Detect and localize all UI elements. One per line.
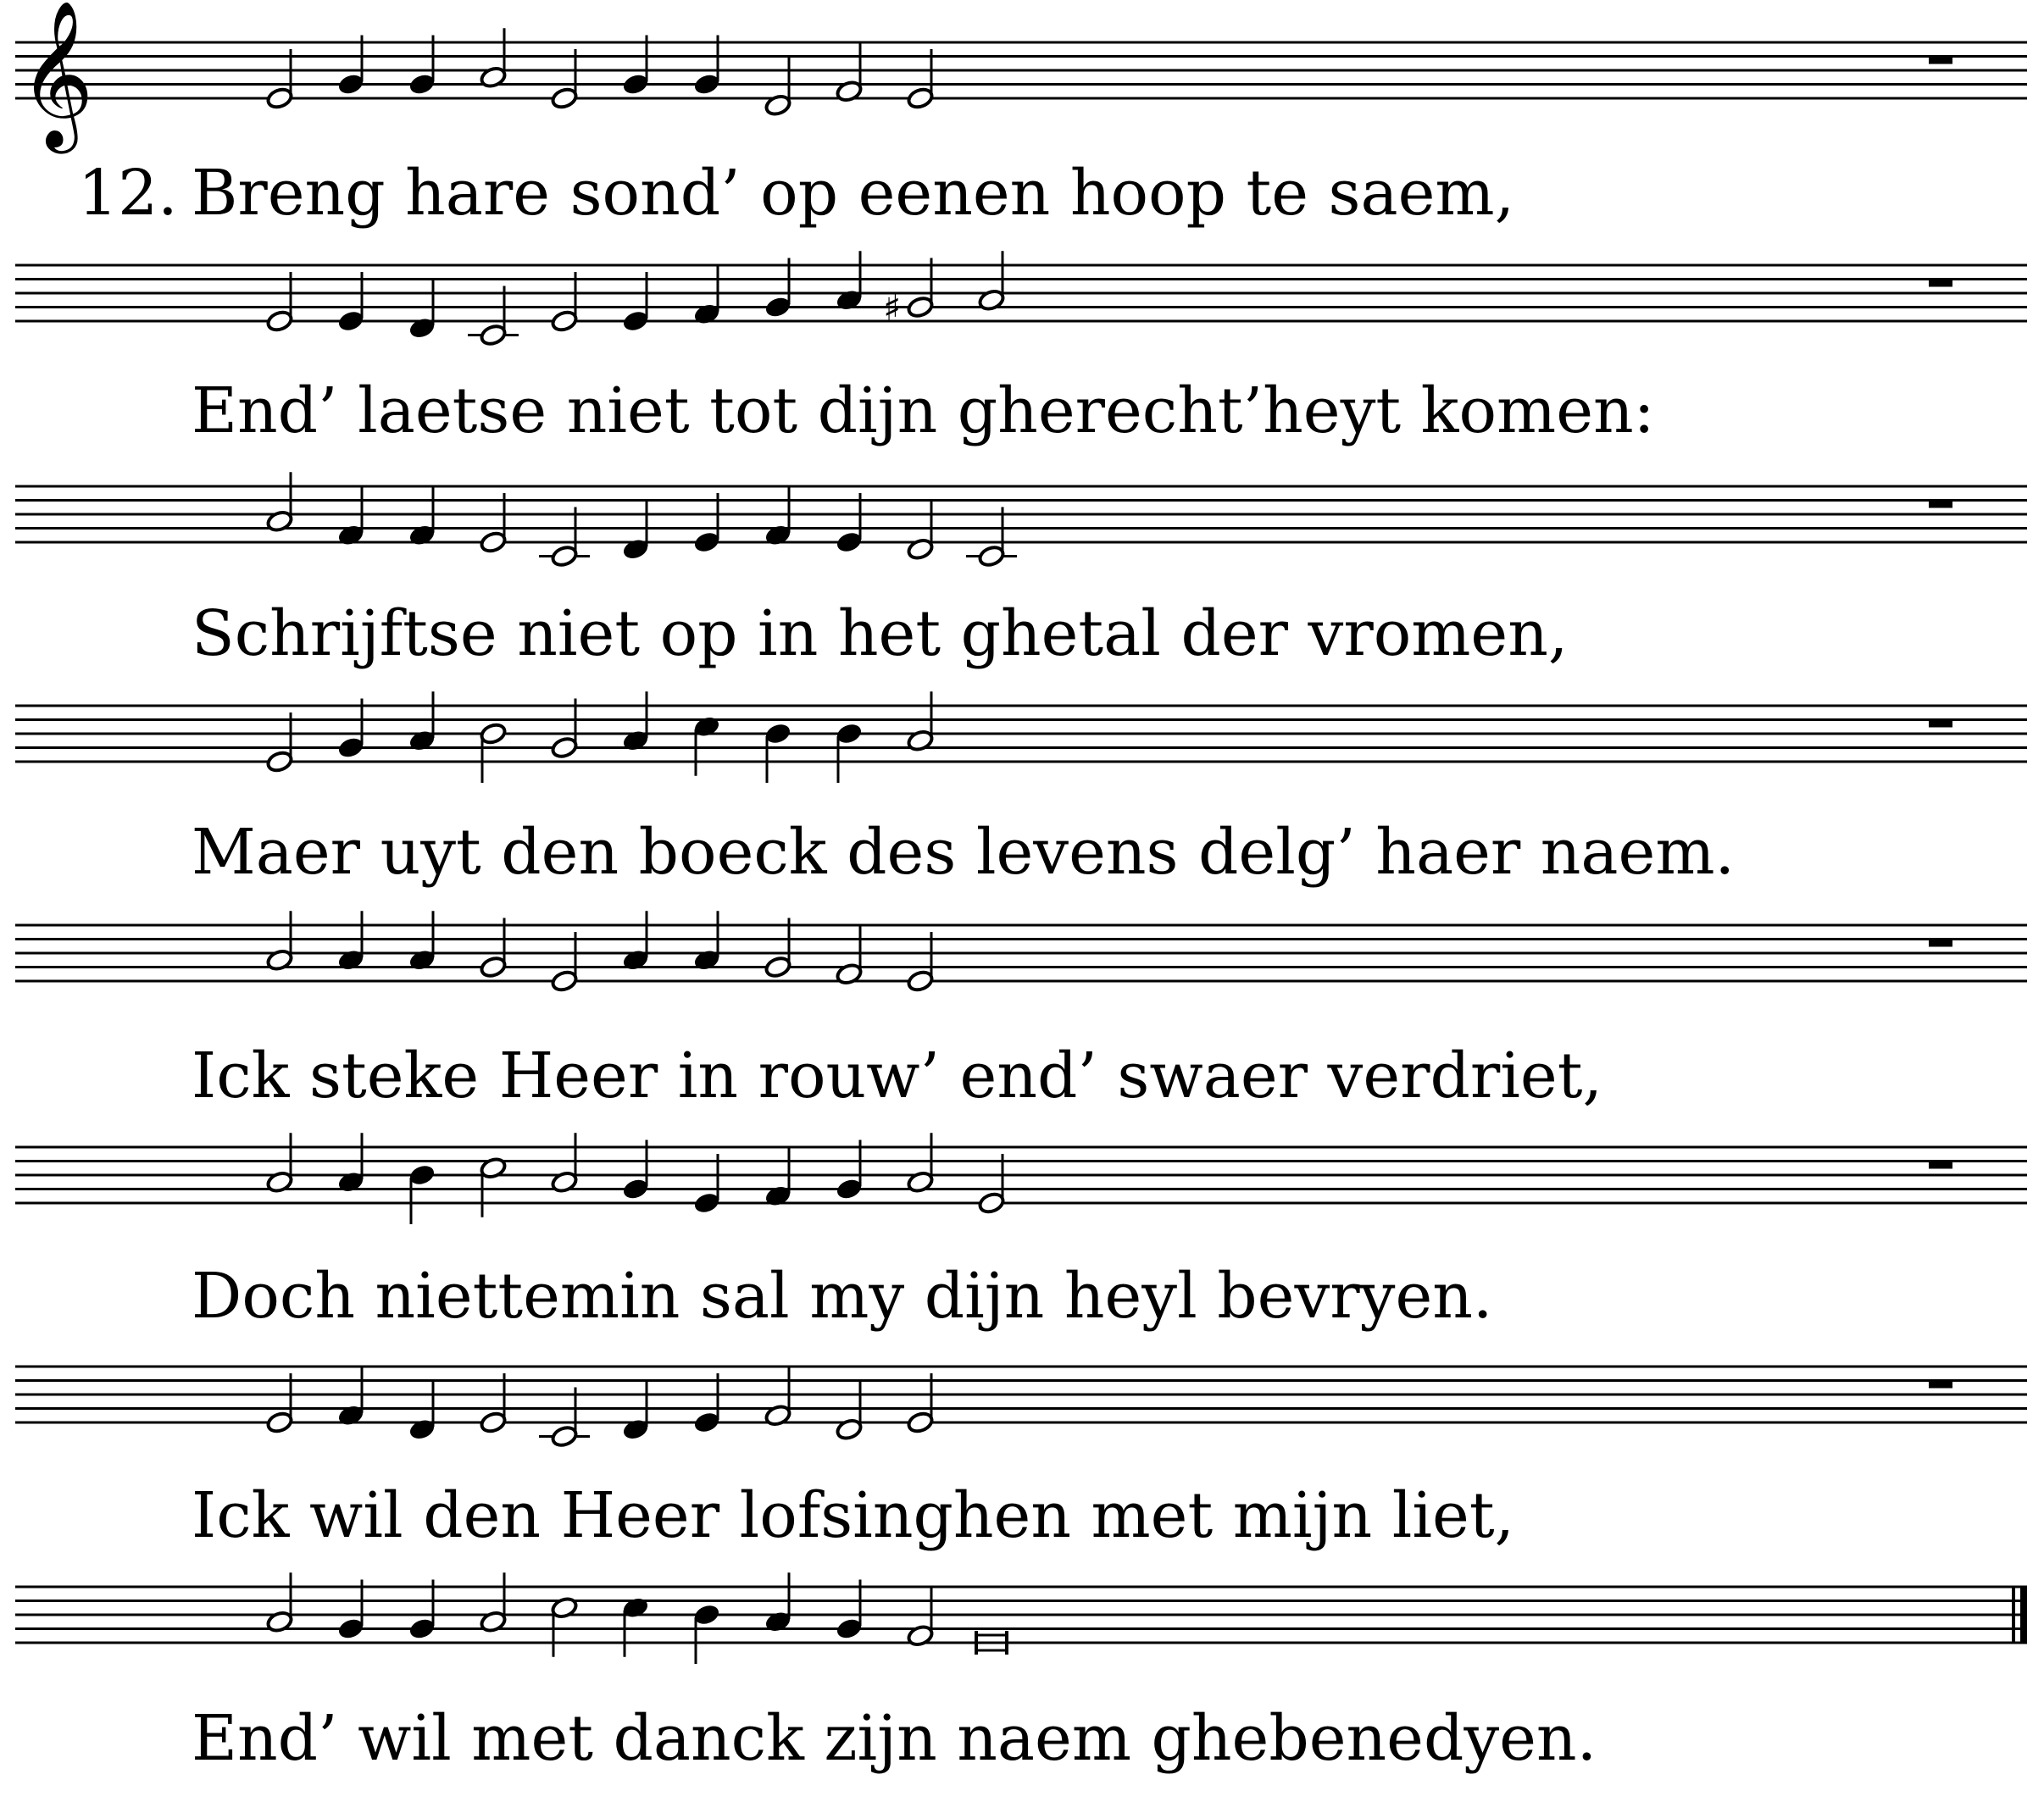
note (835, 251, 863, 312)
note (550, 49, 578, 110)
note (764, 258, 791, 319)
note (336, 1133, 364, 1194)
note (265, 1572, 293, 1633)
note (835, 1380, 863, 1441)
note (621, 1140, 649, 1201)
note (692, 715, 720, 776)
note (621, 911, 649, 972)
note (692, 265, 720, 326)
note (692, 493, 720, 554)
note (265, 472, 293, 533)
note (550, 1133, 578, 1194)
rest-icon (1929, 720, 1952, 728)
note (835, 493, 863, 554)
note (906, 1587, 934, 1648)
rest-icon (1929, 501, 1952, 508)
lyric-line: Maer uyt den boeck des levens delg’ haer naem. (192, 816, 1736, 889)
note (479, 1373, 507, 1434)
rest-icon (1929, 57, 1952, 64)
note (550, 1596, 578, 1657)
staff-system (15, 472, 2027, 670)
lyric-line: Breng hare sond’ op eenen hoop te saem, (192, 157, 1515, 230)
note (336, 1580, 364, 1641)
note (550, 699, 578, 760)
note (835, 1140, 863, 1201)
staff-system (15, 251, 2027, 447)
note (621, 1596, 649, 1657)
note (764, 486, 791, 547)
note (764, 722, 791, 783)
note (621, 500, 649, 561)
note (539, 507, 590, 568)
note (408, 486, 436, 547)
note (468, 286, 519, 347)
staff-system (15, 691, 2027, 889)
staff-system (15, 911, 2027, 1112)
note (764, 56, 791, 117)
note (265, 272, 293, 333)
note (408, 36, 436, 97)
note (692, 1154, 720, 1215)
note (408, 911, 436, 972)
lyric-line: End’ wil met danck zijn naem ghebenedyen. (192, 1702, 1597, 1775)
note (408, 1163, 436, 1224)
note (408, 1580, 436, 1641)
note (408, 279, 436, 340)
note (692, 1373, 720, 1434)
note (336, 36, 364, 97)
lyric-line: Schrijftse niet op in het ghetal der vromen, (192, 597, 1569, 670)
note (336, 911, 364, 972)
note (265, 49, 293, 110)
note (336, 486, 364, 547)
note (550, 932, 578, 993)
note (550, 272, 578, 333)
note (539, 1388, 590, 1449)
note (764, 1367, 791, 1428)
note (265, 712, 293, 773)
treble-clef-icon: 𝄞 (19, 0, 94, 147)
rest-icon (1929, 1381, 1952, 1389)
note (265, 1373, 293, 1434)
note (621, 36, 649, 97)
note (479, 493, 507, 554)
staff-system (15, 1133, 2027, 1333)
note (479, 722, 507, 783)
note (692, 36, 720, 97)
note (479, 1572, 507, 1633)
note (835, 42, 863, 103)
note (764, 1572, 791, 1633)
note (621, 1380, 649, 1441)
note (336, 699, 364, 760)
note (479, 1156, 507, 1217)
note (692, 911, 720, 972)
staff-system (15, 0, 2027, 230)
note (621, 272, 649, 333)
note (336, 1367, 364, 1428)
lyric-line: End’ laetse niet tot dijn gherecht’heyt komen: (192, 374, 1655, 447)
note (906, 1373, 934, 1434)
rest-icon (1929, 280, 1952, 287)
staff-systems (15, 0, 2027, 1775)
note (336, 272, 364, 333)
note (977, 251, 1005, 312)
note (906, 932, 934, 993)
note (976, 1631, 1007, 1655)
note (906, 1133, 934, 1194)
note (906, 691, 934, 752)
lyric-line: Doch niettemin sal my dijn heyl bevryen. (192, 1260, 1493, 1333)
note (764, 1147, 791, 1208)
lyric-line: Ick steke Heer in rouw’ end’ swaer verdriet, (192, 1040, 1602, 1112)
note (966, 507, 1017, 568)
note (835, 925, 863, 986)
note (906, 49, 934, 110)
note (906, 500, 934, 561)
note (692, 1603, 720, 1664)
note (265, 911, 293, 972)
verse-number: 12. (78, 157, 178, 230)
note (408, 1380, 436, 1441)
rest-icon (1929, 1162, 1952, 1169)
rest-icon (1929, 940, 1952, 947)
note (479, 918, 507, 979)
sharp-accidental-icon: ♯ (883, 286, 902, 330)
note (265, 1133, 293, 1194)
note (621, 691, 649, 752)
staff-system (15, 1572, 2027, 1775)
lyric-line: Ick wil den Heer lofsinghen met mijn liet, (192, 1479, 1515, 1552)
note (764, 918, 791, 979)
note (835, 722, 863, 783)
note (479, 28, 507, 89)
note (408, 691, 436, 752)
note (835, 1580, 863, 1641)
staff-system (15, 1367, 2027, 1552)
note (977, 1154, 1005, 1215)
